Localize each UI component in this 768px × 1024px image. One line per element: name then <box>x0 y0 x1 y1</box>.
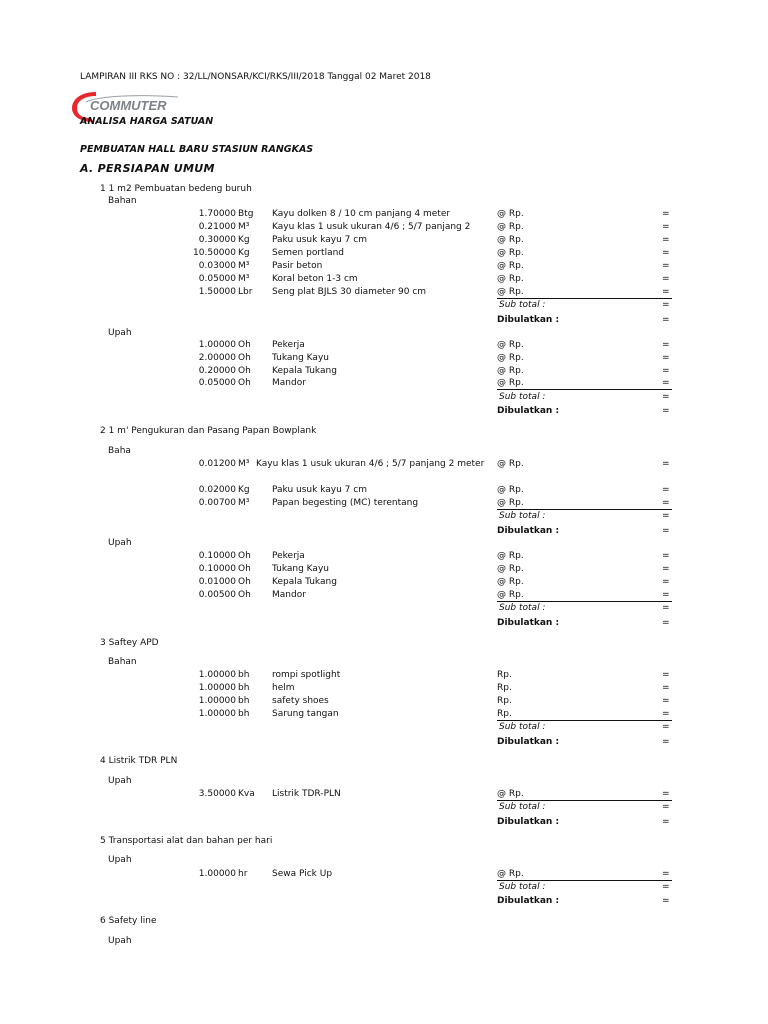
rounded-label: Dibulatkan : <box>497 526 560 536</box>
equals: = <box>662 802 670 812</box>
equals: = <box>662 737 670 747</box>
unit: Lbr <box>238 287 253 297</box>
unit: M³ <box>238 261 250 271</box>
qty: 0.10000 <box>198 551 236 561</box>
price-label: @ Rp. <box>497 789 524 799</box>
rounded-label: Dibulatkan : <box>497 737 560 747</box>
desc: Paku usuk kayu 7 cm <box>272 235 367 245</box>
equals: = <box>662 551 670 561</box>
desc: Koral beton 1-3 cm <box>272 274 358 284</box>
item-title: 6 Safety line <box>100 916 157 926</box>
price-label: Rp. <box>497 683 512 693</box>
price-label: Rp. <box>497 670 512 680</box>
qty: 0.00700 <box>198 498 236 508</box>
qty: 1.00000 <box>198 709 236 719</box>
equals: = <box>662 209 670 219</box>
desc: Papan begesting (MC) terentang <box>272 498 419 508</box>
desc: Kayu klas 1 usuk ukuran 4/6 ; 5/7 panjang 2 <box>272 222 471 232</box>
sum-rule <box>497 880 672 881</box>
equals: = <box>662 709 670 719</box>
price-label: @ Rp. <box>497 564 524 574</box>
qty: 1.00000 <box>198 340 236 350</box>
price-label: @ Rp. <box>497 551 524 561</box>
desc: Sarung tangan <box>272 709 339 719</box>
desc: helm <box>272 683 295 693</box>
equals: = <box>662 869 670 879</box>
unit: hr <box>238 869 248 879</box>
desc: safety shoes <box>272 696 329 706</box>
price-label: @ Rp. <box>497 459 524 469</box>
qty: 2.00000 <box>198 353 236 363</box>
equals: = <box>662 392 670 402</box>
equals: = <box>662 315 670 325</box>
item-title: 1 1 m2 Pembuatan bedeng buruh <box>100 184 252 194</box>
equals: = <box>662 261 670 271</box>
subtotal-label: Sub total : <box>499 802 546 812</box>
price-label: @ Rp. <box>497 498 524 508</box>
equals: = <box>662 618 670 628</box>
equals: = <box>662 896 670 906</box>
desc: Paku usuk kayu 7 cm <box>272 485 367 495</box>
qty: 0.03000 <box>198 261 236 271</box>
qty: 1.00000 <box>198 869 236 879</box>
equals: = <box>662 235 670 245</box>
qty: 0.05000 <box>198 274 236 284</box>
unit: bh <box>238 709 250 719</box>
unit: M³ <box>238 274 250 284</box>
equals: = <box>662 590 670 600</box>
price-label: @ Rp. <box>497 485 524 495</box>
qty: 10.50000 <box>193 248 236 258</box>
unit: bh <box>238 683 250 693</box>
price-label: @ Rp. <box>497 209 524 219</box>
equals: = <box>662 577 670 587</box>
rounded-label: Dibulatkan : <box>497 406 560 416</box>
desc: Pekerja <box>272 340 305 350</box>
equals: = <box>662 789 670 799</box>
group-label-bahan: Bahan <box>108 657 137 667</box>
desc: Pasir beton <box>272 261 323 271</box>
desc: Listrik TDR-PLN <box>272 789 341 799</box>
rounded-label: Dibulatkan : <box>497 618 560 628</box>
qty: 1.00000 <box>198 683 236 693</box>
price-label: @ Rp. <box>497 235 524 245</box>
group-label-upah: Upah <box>108 538 132 548</box>
desc: Semen portland <box>272 248 344 258</box>
price-label: @ Rp. <box>497 378 524 388</box>
lampiran-line: LAMPIRAN III RKS NO : 32/LL/NONSAR/KCI/RKS/III/2018 Tanggal 02 Maret 2018 <box>80 72 431 82</box>
item-title: 3 Saftey APD <box>100 638 159 648</box>
price-label: @ Rp. <box>497 261 524 271</box>
qty: 1.00000 <box>198 670 236 680</box>
price-label: @ Rp. <box>497 248 524 258</box>
desc: Kepala Tukang <box>272 577 337 587</box>
group-label-upah: Upah <box>108 328 132 338</box>
group-label-bahan: Baha <box>108 446 131 456</box>
subtotal-label: Sub total : <box>499 511 546 521</box>
price-label: @ Rp. <box>497 274 524 284</box>
price-label: @ Rp. <box>497 222 524 232</box>
price-label: Rp. <box>497 696 512 706</box>
price-label: @ Rp. <box>497 366 524 376</box>
equals: = <box>662 564 670 574</box>
equals: = <box>662 366 670 376</box>
qty: 0.20000 <box>198 366 236 376</box>
equals: = <box>662 511 670 521</box>
group-label-upah: Upah <box>108 776 132 786</box>
qty: 0.10000 <box>198 564 236 574</box>
desc: Tukang Kayu <box>272 353 329 363</box>
equals: = <box>662 485 670 495</box>
price-label: @ Rp. <box>497 287 524 297</box>
group-label-upah: Upah <box>108 855 132 865</box>
subtotal-label: Sub total : <box>499 392 546 402</box>
qty: 0.00500 <box>198 590 236 600</box>
sum-rule <box>497 298 672 299</box>
price-label: Rp. <box>497 709 512 719</box>
project-title: PEMBUATAN HALL BARU STASIUN RANGKAS <box>80 144 314 155</box>
unit: Oh <box>238 366 251 376</box>
unit: Kg <box>238 248 250 258</box>
item-title: 5 Transportasi alat dan bahan per hari <box>100 836 273 846</box>
unit: Btg <box>238 209 254 219</box>
rounded-label: Dibulatkan : <box>497 817 560 827</box>
equals: = <box>662 300 670 310</box>
unit: M³ <box>238 222 250 232</box>
equals: = <box>662 340 670 350</box>
equals: = <box>662 248 670 258</box>
price-label: @ Rp. <box>497 869 524 879</box>
equals: = <box>662 406 670 416</box>
unit: Oh <box>238 564 251 574</box>
qty: 0.05000 <box>198 378 236 388</box>
qty: 1.50000 <box>198 287 236 297</box>
equals: = <box>662 817 670 827</box>
group-label-upah: Upah <box>108 936 132 946</box>
equals: = <box>662 722 670 732</box>
sum-rule <box>497 509 672 510</box>
equals: = <box>662 274 670 284</box>
desc: Kayu dolken 8 / 10 cm panjang 4 meter <box>272 209 451 219</box>
desc: Mandor <box>272 378 306 388</box>
desc: Tukang Kayu <box>272 564 329 574</box>
unit: bh <box>238 670 250 680</box>
unit: Oh <box>238 340 251 350</box>
item-title: 4 Listrik TDR PLN <box>100 756 178 766</box>
qty: 0.01000 <box>198 577 236 587</box>
sum-rule <box>497 800 672 801</box>
equals: = <box>662 287 670 297</box>
equals: = <box>662 683 670 693</box>
sum-rule <box>497 720 672 721</box>
equals: = <box>662 222 670 232</box>
equals: = <box>662 353 670 363</box>
desc: Mandor <box>272 590 306 600</box>
sum-rule <box>497 601 672 602</box>
unit: Kg <box>238 485 250 495</box>
qty: 0.21000 <box>198 222 236 232</box>
unit: Oh <box>238 551 251 561</box>
equals: = <box>662 696 670 706</box>
subtotal-label: Sub total : <box>499 603 546 613</box>
subtotal-label: Sub total : <box>499 300 546 310</box>
unit: Oh <box>238 353 251 363</box>
rounded-label: Dibulatkan : <box>497 896 560 906</box>
equals: = <box>662 670 670 680</box>
unit: Oh <box>238 378 251 388</box>
equals: = <box>662 882 670 892</box>
price-label: @ Rp. <box>497 577 524 587</box>
subtotal-label: Sub total : <box>499 882 546 892</box>
unit: M³ <box>238 459 250 469</box>
desc: Seng plat BJLS 30 diameter 90 cm <box>272 287 427 297</box>
equals: = <box>662 603 670 613</box>
equals: = <box>662 498 670 508</box>
price-label: @ Rp. <box>497 340 524 350</box>
page-title: ANALISA HARGA SATUAN <box>80 116 214 127</box>
rounded-label: Dibulatkan : <box>497 315 560 325</box>
unit: Kg <box>238 235 250 245</box>
qty: 1.00000 <box>198 696 236 706</box>
group-label-bahan: Bahan <box>108 196 137 206</box>
logo-text: COMMUTER <box>90 98 167 113</box>
unit: bh <box>238 696 250 706</box>
item-title: 2 1 m' Pengukuran dan Pasang Papan Bowplank <box>100 426 317 436</box>
unit: Kva <box>238 789 255 799</box>
desc: rompi spotlight <box>272 670 341 680</box>
qty: 0.01200 <box>198 459 236 469</box>
equals: = <box>662 526 670 536</box>
price-label: @ Rp. <box>497 590 524 600</box>
qty: 0.30000 <box>198 235 236 245</box>
subtotal-label: Sub total : <box>499 722 546 732</box>
unit: M³ <box>238 498 250 508</box>
unit: Oh <box>238 590 251 600</box>
desc: Kayu klas 1 usuk ukuran 4/6 ; 5/7 panjang 2 meter <box>256 459 485 469</box>
desc: Sewa Pick Up <box>272 869 333 879</box>
unit: Oh <box>238 577 251 587</box>
qty: 1.70000 <box>198 209 236 219</box>
equals: = <box>662 459 670 469</box>
desc: Pekerja <box>272 551 305 561</box>
desc: Kepala Tukang <box>272 366 337 376</box>
price-label: @ Rp. <box>497 353 524 363</box>
sum-rule <box>497 389 672 390</box>
qty: 0.02000 <box>198 485 236 495</box>
qty: 3.50000 <box>198 789 236 799</box>
section-title: A. PERSIAPAN UMUM <box>80 162 215 175</box>
equals: = <box>662 378 670 388</box>
